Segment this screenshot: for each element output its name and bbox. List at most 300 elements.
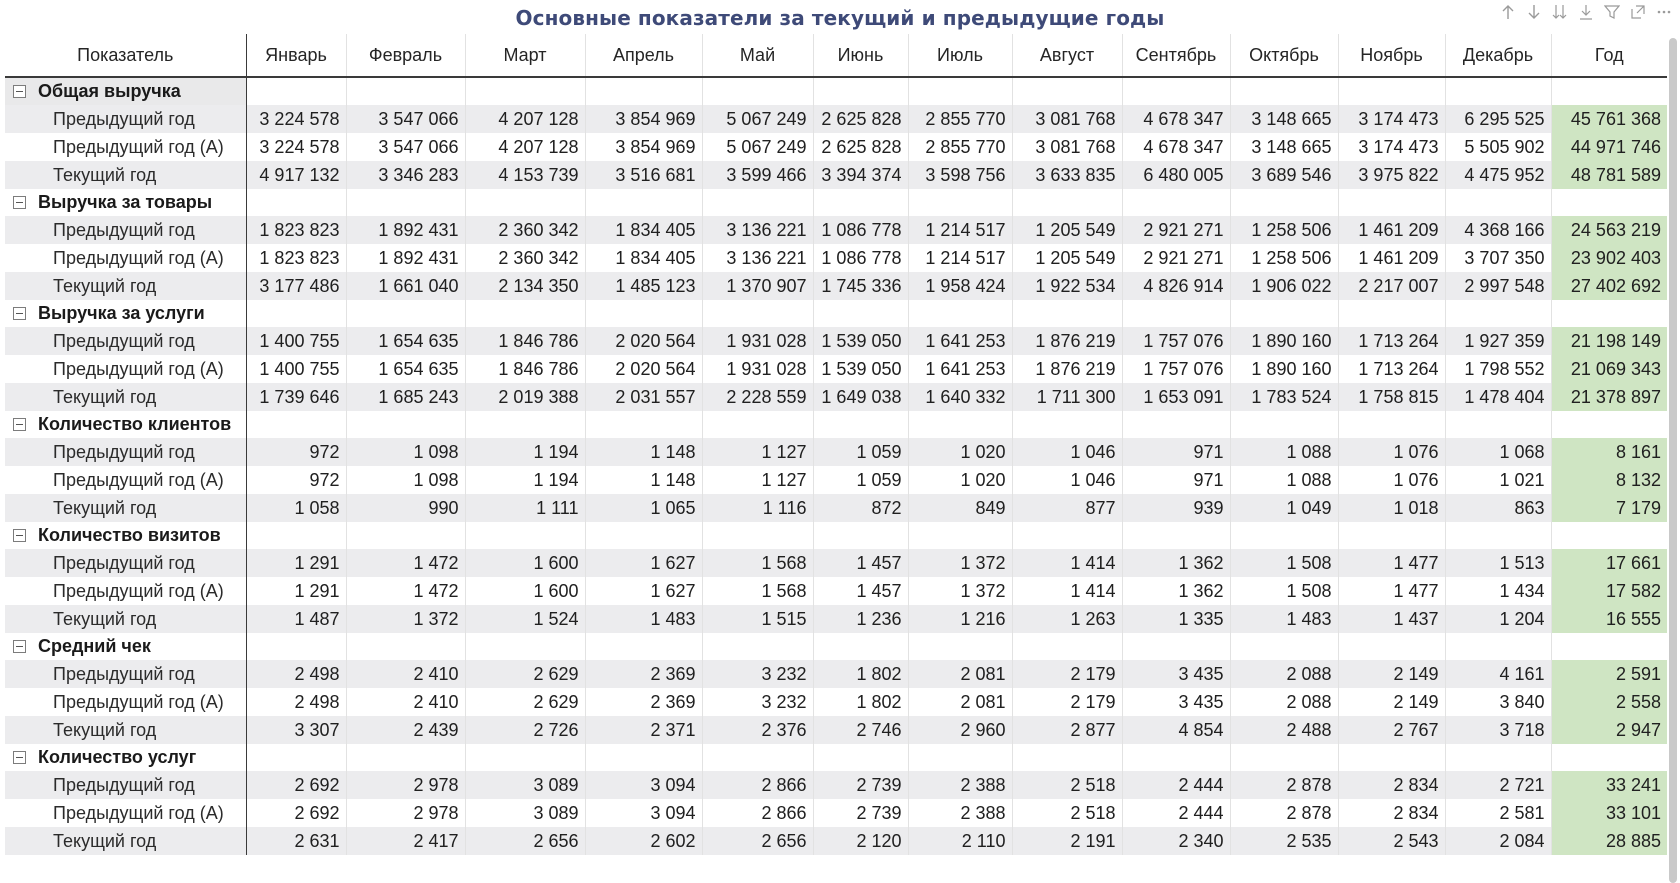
value-cell: 972 (246, 438, 346, 466)
value-cell: 1 539 050 (813, 327, 908, 355)
value-cell: 3 975 822 (1338, 161, 1445, 189)
value-cell: 1 846 786 (465, 355, 585, 383)
empty-cell (346, 189, 465, 216)
value-cell: 2 692 (246, 771, 346, 799)
value-cell: 1 653 091 (1122, 383, 1230, 411)
sort-descending-icon[interactable] (1522, 1, 1546, 23)
empty-cell (1230, 411, 1338, 438)
column-header-may[interactable]: Май (702, 34, 813, 77)
empty-cell (346, 522, 465, 549)
empty-cell (1230, 300, 1338, 327)
value-cell: 1 461 209 (1338, 216, 1445, 244)
group-label: Выручка за услуги (38, 303, 205, 323)
visual-header-toolbar (1496, 1, 1676, 23)
year-total-cell: 45 761 368 (1551, 105, 1667, 133)
value-cell: 3 547 066 (346, 133, 465, 161)
empty-cell (908, 300, 1012, 327)
empty-cell (346, 300, 465, 327)
empty-cell (813, 300, 908, 327)
value-cell: 6 480 005 (1122, 161, 1230, 189)
value-cell: 1 513 (1445, 549, 1551, 577)
value-cell: 1 892 431 (346, 216, 465, 244)
row-label: Текущий год (5, 161, 246, 189)
collapse-toggle-icon[interactable] (13, 640, 26, 653)
value-cell: 3 148 665 (1230, 133, 1338, 161)
row-current-year (5, 605, 1667, 633)
value-cell: 863 (1445, 494, 1551, 522)
group-label: Количество услуг (38, 747, 197, 767)
value-cell: 2 518 (1012, 771, 1122, 799)
value-cell: 2 179 (1012, 688, 1122, 716)
value-cell: 2 371 (585, 716, 702, 744)
value-cell: 1 846 786 (465, 327, 585, 355)
value-cell: 1 018 (1338, 494, 1445, 522)
empty-cell (1012, 522, 1122, 549)
empty-cell (1122, 633, 1230, 660)
value-cell: 1 757 076 (1122, 355, 1230, 383)
empty-cell (1230, 189, 1338, 216)
group-row (5, 744, 1667, 771)
year-total-cell: 21 198 149 (1551, 327, 1667, 355)
group-label: Количество визитов (38, 525, 221, 545)
value-cell: 1 649 038 (813, 383, 908, 411)
value-cell: 1 372 (346, 605, 465, 633)
value-cell: 5 067 249 (702, 105, 813, 133)
value-cell: 1 641 253 (908, 355, 1012, 383)
empty-cell (1012, 189, 1122, 216)
value-cell: 2 721 (1445, 771, 1551, 799)
value-cell: 3 394 374 (813, 161, 908, 189)
value-cell: 2 921 271 (1122, 244, 1230, 272)
row-label: Предыдущий год (А) (5, 133, 246, 161)
empty-cell (1122, 522, 1230, 549)
empty-cell (1122, 77, 1230, 105)
value-cell: 1 214 517 (908, 216, 1012, 244)
value-cell: 3 177 486 (246, 272, 346, 300)
row-previous-year-a (5, 466, 1667, 494)
value-cell: 1 641 253 (908, 327, 1012, 355)
value-cell: 1 931 028 (702, 355, 813, 383)
value-cell: 3 136 221 (702, 216, 813, 244)
value-cell: 1 434 (1445, 577, 1551, 605)
collapse-toggle-icon[interactable] (13, 418, 26, 431)
value-cell: 1 148 (585, 438, 702, 466)
value-cell: 2 134 350 (465, 272, 585, 300)
value-cell: 2 767 (1338, 716, 1445, 744)
value-cell: 1 834 405 (585, 216, 702, 244)
value-cell: 1 437 (1338, 605, 1445, 633)
empty-cell (585, 411, 702, 438)
value-cell: 2 726 (465, 716, 585, 744)
column-header-jun[interactable]: Июнь (813, 34, 908, 77)
empty-cell (1551, 744, 1667, 771)
value-cell: 1 485 123 (585, 272, 702, 300)
value-cell: 2 088 (1230, 688, 1338, 716)
empty-cell (1551, 189, 1667, 216)
empty-cell (246, 189, 346, 216)
value-cell: 1 204 (1445, 605, 1551, 633)
value-cell: 2 543 (1338, 827, 1445, 855)
focus-mode-icon[interactable] (1626, 1, 1650, 23)
value-cell: 2 921 271 (1122, 216, 1230, 244)
drill-down-icon[interactable] (1574, 1, 1598, 23)
value-cell: 3 707 350 (1445, 244, 1551, 272)
empty-cell (585, 77, 702, 105)
value-cell: 2 388 (908, 771, 1012, 799)
collapse-toggle-icon[interactable] (13, 196, 26, 209)
value-cell: 2 369 (585, 660, 702, 688)
value-cell: 3 094 (585, 771, 702, 799)
value-cell: 1 236 (813, 605, 908, 633)
value-cell: 1 758 815 (1338, 383, 1445, 411)
group-row (5, 77, 1667, 105)
row-previous-year-a (5, 688, 1667, 716)
value-cell: 1 834 405 (585, 244, 702, 272)
empty-cell (1445, 522, 1551, 549)
empty-cell (702, 744, 813, 771)
value-cell: 1 654 635 (346, 327, 465, 355)
row-current-year (5, 383, 1667, 411)
value-cell: 1 508 (1230, 549, 1338, 577)
value-cell: 2 360 342 (465, 216, 585, 244)
column-header-dec[interactable]: Декабрь (1445, 34, 1551, 77)
value-cell: 1 487 (246, 605, 346, 633)
empty-cell (465, 77, 585, 105)
row-previous-year (5, 549, 1667, 577)
year-total-cell: 44 971 746 (1551, 133, 1667, 161)
empty-cell (908, 189, 1012, 216)
value-cell: 1 362 (1122, 577, 1230, 605)
value-cell: 2 149 (1338, 688, 1445, 716)
value-cell: 1 472 (346, 577, 465, 605)
empty-cell (1445, 744, 1551, 771)
column-header-year[interactable]: Год (1551, 34, 1667, 77)
value-cell: 2 488 (1230, 716, 1338, 744)
value-cell: 1 258 506 (1230, 244, 1338, 272)
value-cell: 1 713 264 (1338, 355, 1445, 383)
value-cell: 1 076 (1338, 466, 1445, 494)
empty-cell (585, 522, 702, 549)
group-row (5, 189, 1667, 216)
column-header-jan[interactable]: Январь (246, 34, 346, 77)
value-cell: 1 654 635 (346, 355, 465, 383)
collapse-toggle-icon[interactable] (13, 307, 26, 320)
value-cell: 1 291 (246, 549, 346, 577)
empty-cell (1012, 300, 1122, 327)
matrix-table-container (5, 34, 1667, 883)
column-header-sep[interactable]: Сентябрь (1122, 34, 1230, 77)
year-total-cell: 21 378 897 (1551, 383, 1667, 411)
value-cell: 2 444 (1122, 799, 1230, 827)
value-cell: 1 600 (465, 577, 585, 605)
empty-cell (465, 189, 585, 216)
row-previous-year-a (5, 799, 1667, 827)
empty-cell (246, 300, 346, 327)
value-cell: 1 802 (813, 688, 908, 716)
value-cell: 2 081 (908, 688, 1012, 716)
row-previous-year-a (5, 577, 1667, 605)
value-cell: 1 216 (908, 605, 1012, 633)
group-row (5, 522, 1667, 549)
empty-cell (1122, 411, 1230, 438)
report-title: Основные показатели за текущий и предыдущие годы (515, 6, 1165, 30)
value-cell: 3 854 969 (585, 105, 702, 133)
value-cell: 1 086 778 (813, 244, 908, 272)
value-cell: 1 148 (585, 466, 702, 494)
value-cell: 1 627 (585, 549, 702, 577)
empty-cell (702, 633, 813, 660)
group-header-cell (5, 633, 246, 660)
value-cell: 2 179 (1012, 660, 1122, 688)
value-cell: 3 854 969 (585, 133, 702, 161)
value-cell: 3 224 578 (246, 133, 346, 161)
value-cell: 1 906 022 (1230, 272, 1338, 300)
group-header-cell (5, 300, 246, 327)
row-previous-year-a (5, 133, 1667, 161)
value-cell: 1 661 040 (346, 272, 465, 300)
value-cell: 971 (1122, 466, 1230, 494)
empty-cell (1122, 300, 1230, 327)
column-header-feb[interactable]: Февраль (346, 34, 465, 77)
row-label: Текущий год (5, 605, 246, 633)
empty-cell (1012, 744, 1122, 771)
value-cell: 1 059 (813, 466, 908, 494)
value-cell: 3 599 466 (702, 161, 813, 189)
value-cell: 1 194 (465, 466, 585, 494)
value-cell: 1 088 (1230, 466, 1338, 494)
row-previous-year-a (5, 355, 1667, 383)
column-header-jul[interactable]: Июль (908, 34, 1012, 77)
value-cell: 2 878 (1230, 771, 1338, 799)
value-cell: 1 116 (702, 494, 813, 522)
empty-cell (1445, 633, 1551, 660)
value-cell: 2 834 (1338, 771, 1445, 799)
value-cell: 2 498 (246, 660, 346, 688)
value-cell: 1 058 (246, 494, 346, 522)
value-cell: 1 414 (1012, 577, 1122, 605)
empty-cell (1122, 189, 1230, 216)
column-header-aug[interactable]: Август (1012, 34, 1122, 77)
row-previous-year (5, 771, 1667, 799)
value-cell: 2 020 564 (585, 327, 702, 355)
value-cell: 2 625 828 (813, 105, 908, 133)
empty-cell (1338, 300, 1445, 327)
value-cell: 3 346 283 (346, 161, 465, 189)
empty-cell (702, 189, 813, 216)
group-row (5, 411, 1667, 438)
value-cell: 4 826 914 (1122, 272, 1230, 300)
group-label: Выручка за товары (38, 192, 213, 212)
value-cell: 2 866 (702, 799, 813, 827)
value-cell: 4 678 347 (1122, 133, 1230, 161)
value-cell: 3 435 (1122, 688, 1230, 716)
value-cell: 1 258 506 (1230, 216, 1338, 244)
value-cell: 1 021 (1445, 466, 1551, 494)
value-cell: 1 802 (813, 660, 908, 688)
value-cell: 2 020 564 (585, 355, 702, 383)
value-cell: 3 232 (702, 660, 813, 688)
row-previous-year (5, 438, 1667, 466)
row-label: Предыдущий год (А) (5, 688, 246, 716)
value-cell: 1 483 (585, 605, 702, 633)
value-cell: 1 205 549 (1012, 216, 1122, 244)
value-cell: 849 (908, 494, 1012, 522)
row-label: Предыдущий год (5, 105, 246, 133)
empty-cell (346, 633, 465, 660)
value-cell: 2 088 (1230, 660, 1338, 688)
value-cell: 1 745 336 (813, 272, 908, 300)
value-cell: 5 505 902 (1445, 133, 1551, 161)
empty-cell (346, 77, 465, 105)
year-total-cell: 7 179 (1551, 494, 1667, 522)
value-cell: 2 656 (465, 827, 585, 855)
value-cell: 1 049 (1230, 494, 1338, 522)
value-cell: 2 388 (908, 799, 1012, 827)
empty-cell (813, 77, 908, 105)
year-total-cell: 23 902 403 (1551, 244, 1667, 272)
empty-cell (246, 411, 346, 438)
expand-all-icon[interactable] (1548, 1, 1572, 23)
row-label: Текущий год (5, 494, 246, 522)
value-cell: 1 568 (702, 577, 813, 605)
value-cell: 2 535 (1230, 827, 1338, 855)
value-cell: 2 692 (246, 799, 346, 827)
filter-icon[interactable] (1600, 1, 1624, 23)
value-cell: 1 524 (465, 605, 585, 633)
value-cell: 4 917 132 (246, 161, 346, 189)
column-header-apr[interactable]: Апрель (585, 34, 702, 77)
empty-cell (246, 744, 346, 771)
value-cell: 2 629 (465, 688, 585, 716)
row-label: Предыдущий год (А) (5, 466, 246, 494)
value-cell: 3 232 (702, 688, 813, 716)
value-cell: 1 508 (1230, 577, 1338, 605)
row-label: Текущий год (5, 272, 246, 300)
empty-cell (585, 300, 702, 327)
empty-cell (585, 633, 702, 660)
value-cell: 4 153 739 (465, 161, 585, 189)
value-cell: 1 640 332 (908, 383, 1012, 411)
value-cell: 1 457 (813, 577, 908, 605)
value-cell: 971 (1122, 438, 1230, 466)
value-cell: 1 958 424 (908, 272, 1012, 300)
value-cell: 6 295 525 (1445, 105, 1551, 133)
value-cell: 1 372 (908, 577, 1012, 605)
year-total-cell: 24 563 219 (1551, 216, 1667, 244)
value-cell: 2 031 557 (585, 383, 702, 411)
value-cell: 872 (813, 494, 908, 522)
row-previous-year (5, 105, 1667, 133)
value-cell: 2 625 828 (813, 133, 908, 161)
value-cell: 2 439 (346, 716, 465, 744)
column-header-oct[interactable]: Октябрь (1230, 34, 1338, 77)
row-label: Предыдущий год (5, 771, 246, 799)
year-total-cell: 17 661 (1551, 549, 1667, 577)
value-cell: 3 307 (246, 716, 346, 744)
empty-cell (585, 744, 702, 771)
value-cell: 2 746 (813, 716, 908, 744)
value-cell: 3 174 473 (1338, 133, 1445, 161)
empty-cell (1012, 411, 1122, 438)
value-cell: 2 498 (246, 688, 346, 716)
value-cell: 1 890 160 (1230, 327, 1338, 355)
row-label: Предыдущий год (А) (5, 577, 246, 605)
value-cell: 1 127 (702, 438, 813, 466)
value-cell: 2 978 (346, 771, 465, 799)
value-cell: 1 370 907 (702, 272, 813, 300)
empty-cell (813, 744, 908, 771)
column-header-indicator[interactable]: Показатель (5, 34, 246, 77)
empty-cell (1338, 744, 1445, 771)
value-cell: 2 739 (813, 771, 908, 799)
year-total-cell: 21 069 343 (1551, 355, 1667, 383)
value-cell: 2 149 (1338, 660, 1445, 688)
value-cell: 3 547 066 (346, 105, 465, 133)
row-label: Предыдущий год (А) (5, 355, 246, 383)
column-header-mar[interactable]: Март (465, 34, 585, 77)
collapse-toggle-icon[interactable] (13, 85, 26, 98)
group-row (5, 633, 1667, 660)
empty-cell (346, 744, 465, 771)
row-previous-year (5, 216, 1667, 244)
sort-ascending-icon[interactable] (1496, 1, 1520, 23)
value-cell: 2 360 342 (465, 244, 585, 272)
empty-cell (465, 744, 585, 771)
value-cell: 3 089 (465, 771, 585, 799)
empty-cell (1551, 633, 1667, 660)
empty-cell (465, 300, 585, 327)
column-header-nov[interactable]: Ноябрь (1338, 34, 1445, 77)
value-cell: 2 191 (1012, 827, 1122, 855)
row-label: Предыдущий год (5, 549, 246, 577)
value-cell: 1 263 (1012, 605, 1122, 633)
empty-cell (702, 300, 813, 327)
empty-cell (1122, 744, 1230, 771)
vertical-scrollbar[interactable] (1669, 38, 1677, 883)
value-cell: 1 539 050 (813, 355, 908, 383)
value-cell: 3 718 (1445, 716, 1551, 744)
value-cell: 2 444 (1122, 771, 1230, 799)
more-options-icon[interactable] (1652, 1, 1676, 23)
value-cell: 1 600 (465, 549, 585, 577)
empty-cell (246, 77, 346, 105)
empty-cell (1445, 77, 1551, 105)
value-cell: 1 568 (702, 549, 813, 577)
row-previous-year (5, 327, 1667, 355)
empty-cell (813, 633, 908, 660)
value-cell: 1 046 (1012, 438, 1122, 466)
empty-cell (702, 411, 813, 438)
collapse-toggle-icon[interactable] (13, 529, 26, 542)
value-cell: 1 291 (246, 577, 346, 605)
value-cell: 4 475 952 (1445, 161, 1551, 189)
empty-cell (1230, 77, 1338, 105)
value-cell: 2 228 559 (702, 383, 813, 411)
value-cell: 1 020 (908, 438, 1012, 466)
row-current-year (5, 272, 1667, 300)
value-cell: 1 414 (1012, 549, 1122, 577)
group-header-cell (5, 744, 246, 771)
value-cell: 1 076 (1338, 438, 1445, 466)
group-row (5, 300, 1667, 327)
value-cell: 1 214 517 (908, 244, 1012, 272)
group-header-cell (5, 522, 246, 549)
collapse-toggle-icon[interactable] (13, 751, 26, 764)
value-cell: 1 515 (702, 605, 813, 633)
empty-cell (1445, 411, 1551, 438)
empty-cell (908, 77, 1012, 105)
value-cell: 939 (1122, 494, 1230, 522)
